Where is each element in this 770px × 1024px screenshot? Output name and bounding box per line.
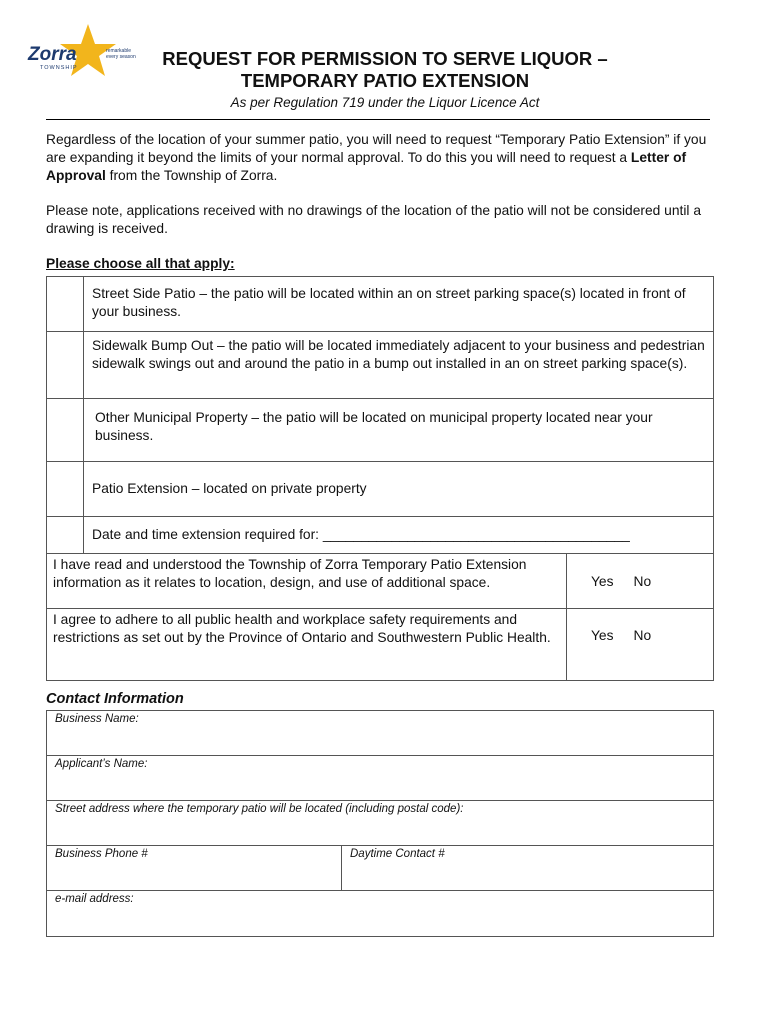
yes-no-choice — [567, 554, 713, 608]
contact-title: Contact Information — [46, 691, 184, 707]
page-title — [130, 48, 640, 92]
daytime-contact-field[interactable]: Daytime Contact # — [350, 848, 445, 860]
zorra-logo — [26, 22, 136, 80]
street-address-field[interactable] — [47, 801, 713, 846]
option-checkbox[interactable] — [47, 517, 84, 553]
intro-paragraph-2: Please note, applications received with no drawings of the location of the patio will not be considered until a drawing is received. — [46, 203, 701, 236]
intro-text: Regardless of the location of your summer patio, you will need to request “Temporary Patio Extension” if you are expanding it beyond the limits of your normal approval. To do this you will need to request a — [46, 132, 707, 165]
option-label: Patio Extension – located on private property — [92, 481, 367, 496]
header-divider — [46, 119, 710, 120]
logo-tagline-2: every season — [106, 54, 136, 60]
option-label: Sidewalk Bump Out – the patio will be located immediately adjacent to your business and pedestrian sidewalk swings out and around the patio in a bump out installed in an on street parking space(s). — [92, 338, 705, 371]
contact-table — [46, 710, 714, 937]
choose-label: Please choose all that apply: — [46, 256, 235, 271]
no-option[interactable]: No — [633, 628, 652, 643]
page-subtitle: As per Regulation 719 under the Liquor Licence Act — [230, 95, 540, 110]
yes-option[interactable]: Yes — [591, 573, 614, 589]
logo-sub: TOWNSHIP — [40, 65, 78, 71]
option-checkbox[interactable] — [47, 462, 84, 516]
option-checkbox[interactable] — [47, 399, 84, 461]
option-label: Other Municipal Property – the patio will be located on municipal property located near your business. — [95, 410, 653, 443]
option-patio-extension[interactable] — [47, 462, 713, 517]
business-name-label: Business Name: — [55, 713, 139, 725]
street-address-label: Street address where the temporary patio will be located (including postal code): — [55, 803, 464, 815]
email-label: e-mail address: — [55, 893, 134, 905]
option-label: Street Side Patio – the patio will be located within an on street parking space(s) located in front of your business. — [92, 286, 686, 319]
option-sidewalk-bump-out[interactable] — [47, 332, 713, 399]
applicant-name-field[interactable] — [47, 756, 713, 801]
title-line-2: TEMPORARY PATIO EXTENSION — [240, 70, 530, 91]
option-checkbox[interactable] — [47, 277, 84, 331]
option-other-municipal-property[interactable] — [47, 399, 713, 462]
acknowledgement-row — [47, 554, 713, 609]
phone-row — [47, 846, 713, 891]
intro-text-end: from the Township of Zorra. — [105, 168, 278, 183]
logo-name: Zorra — [28, 44, 77, 65]
no-option[interactable]: No — [633, 573, 652, 589]
option-date-time-extension[interactable] — [47, 517, 713, 554]
logo-tagline-1: remarkable — [106, 48, 132, 54]
title-line-1: REQUEST FOR PERMISSION TO SERVE LIQUOR – — [162, 48, 608, 69]
options-table — [46, 276, 714, 681]
option-street-side-patio[interactable] — [47, 277, 713, 332]
intro-paragraph-1 — [46, 131, 726, 185]
option-label: Date and time extension required for: ________________________________________ — [92, 527, 630, 542]
business-name-field[interactable] — [47, 711, 713, 756]
acknowledgement-text: I have read and understood the Township of Zorra Temporary Patio Extension information as it relates to location, design, and use of additional space. — [47, 554, 567, 608]
yes-no-choice — [567, 609, 713, 680]
business-phone-field[interactable]: Business Phone # — [47, 846, 342, 890]
yes-option[interactable]: Yes — [591, 628, 614, 643]
acknowledgement-text: I agree to adhere to all public health and workplace safety requirements and restrictions as set out by the Province of Ontario and Southwestern Public Health. — [47, 609, 567, 680]
letter-of-approval: Letter of Approval — [46, 150, 687, 183]
option-checkbox[interactable] — [47, 332, 84, 398]
email-field[interactable] — [47, 891, 713, 936]
applicant-name-label: Applicant’s Name: — [55, 758, 148, 770]
acknowledgement-row — [47, 609, 713, 680]
